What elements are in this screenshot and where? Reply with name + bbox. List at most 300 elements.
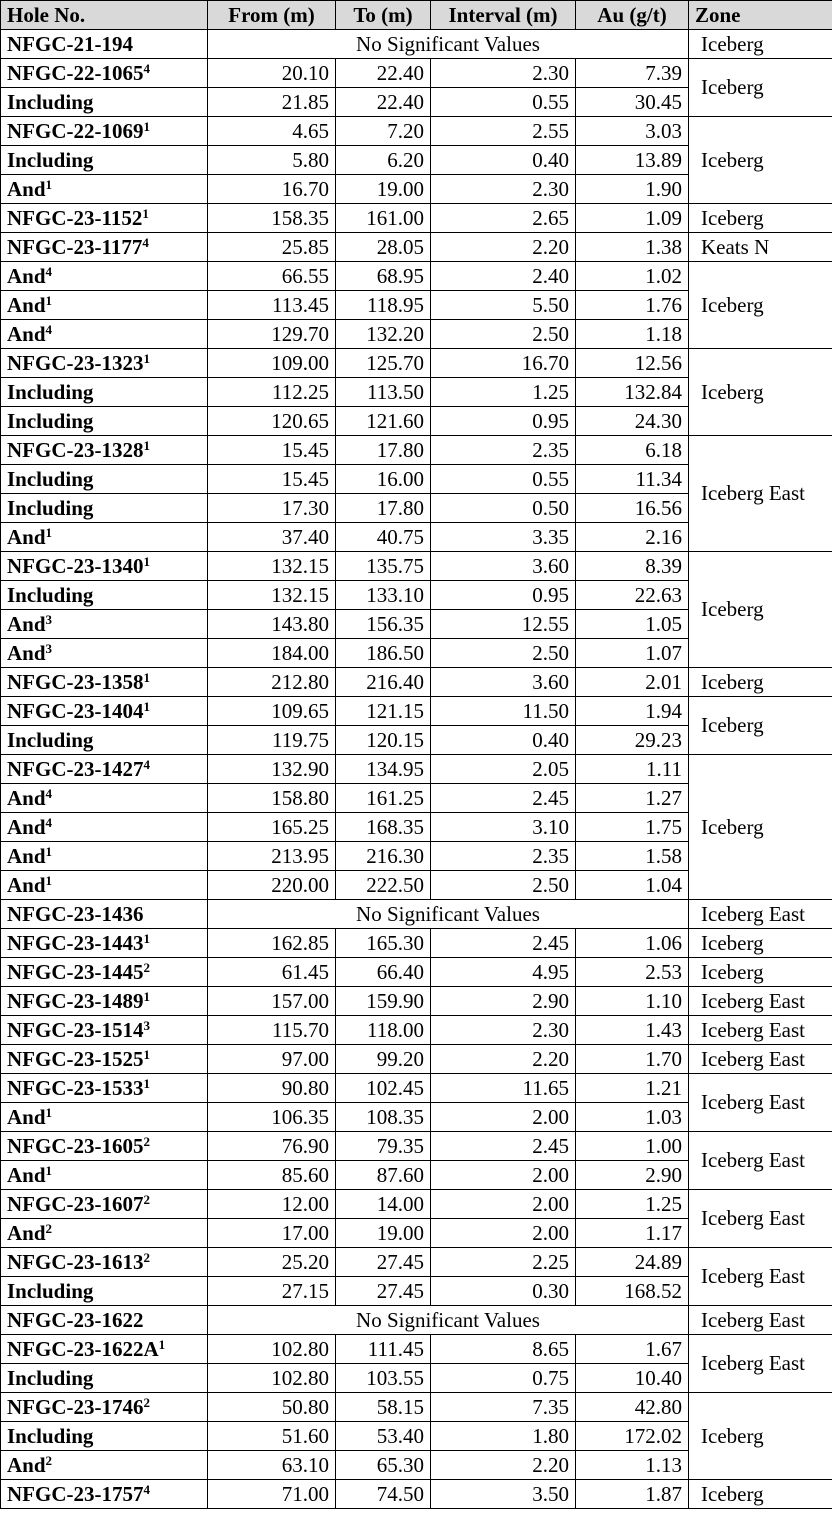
au-cell: 2.16 bbox=[576, 523, 689, 552]
hole-cell bbox=[1, 1364, 208, 1393]
zone-cell: Iceberg bbox=[689, 1480, 832, 1509]
interval-cell: 2.00 bbox=[431, 1190, 576, 1219]
table-row bbox=[1, 697, 832, 726]
interval-cell: 5.50 bbox=[431, 291, 576, 320]
hole-cell bbox=[1, 117, 208, 146]
interval-cell: 2.00 bbox=[431, 1103, 576, 1132]
from-cell: 90.80 bbox=[208, 1074, 336, 1103]
hole-cell bbox=[1, 552, 208, 581]
hole-label: Including bbox=[7, 495, 94, 520]
footnote-marker: 1 bbox=[142, 205, 149, 221]
footnote-marker: 4 bbox=[142, 234, 149, 250]
hole-cell bbox=[1, 465, 208, 494]
to-cell: 53.40 bbox=[336, 1422, 431, 1451]
interval-cell: 0.55 bbox=[431, 88, 576, 117]
to-cell: 27.45 bbox=[336, 1248, 431, 1277]
zone-cell: Iceberg bbox=[689, 552, 832, 668]
hole-cell bbox=[1, 291, 208, 320]
hole-label: NFGC-22-1065 bbox=[7, 60, 144, 85]
from-cell: 15.45 bbox=[208, 436, 336, 465]
from-cell: 97.00 bbox=[208, 1045, 336, 1074]
to-cell: 6.20 bbox=[336, 146, 431, 175]
au-cell: 13.89 bbox=[576, 146, 689, 175]
table-row bbox=[1, 30, 832, 59]
au-cell: 1.87 bbox=[576, 1480, 689, 1509]
interval-cell: 0.50 bbox=[431, 494, 576, 523]
hole-cell bbox=[1, 1335, 208, 1364]
to-cell: 7.20 bbox=[336, 117, 431, 146]
zone-cell: Iceberg bbox=[689, 697, 832, 755]
interval-cell: 2.00 bbox=[431, 1219, 576, 1248]
to-cell: 222.50 bbox=[336, 871, 431, 900]
interval-cell: 3.35 bbox=[431, 523, 576, 552]
interval-cell: 0.40 bbox=[431, 146, 576, 175]
header-zone: Zone bbox=[689, 1, 832, 30]
hole-label: And bbox=[7, 611, 46, 636]
to-cell: 118.95 bbox=[336, 291, 431, 320]
au-cell: 29.23 bbox=[576, 726, 689, 755]
to-cell: 27.45 bbox=[336, 1277, 431, 1306]
table-row bbox=[1, 233, 832, 262]
table-row bbox=[1, 436, 832, 465]
zone-cell: Iceberg East bbox=[689, 987, 832, 1016]
header-to: To (m) bbox=[336, 1, 431, 30]
footnote-marker: 1 bbox=[45, 524, 53, 540]
interval-cell: 0.30 bbox=[431, 1277, 576, 1306]
from-cell: 20.10 bbox=[208, 59, 336, 88]
footnote-marker: 3 bbox=[45, 611, 53, 627]
hole-cell bbox=[1, 30, 208, 59]
header-interval: Interval (m) bbox=[431, 1, 576, 30]
hole-cell bbox=[1, 146, 208, 175]
hole-label: And bbox=[7, 872, 46, 897]
footnote-marker: 1 bbox=[143, 1075, 150, 1091]
au-cell: 1.17 bbox=[576, 1219, 689, 1248]
from-cell: 132.15 bbox=[208, 552, 336, 581]
interval-cell: 2.20 bbox=[431, 233, 576, 262]
footnote-marker: 1 bbox=[45, 1104, 53, 1120]
from-cell: 158.35 bbox=[208, 204, 336, 233]
zone-cell: Iceberg bbox=[689, 349, 832, 436]
interval-cell: 2.25 bbox=[431, 1248, 576, 1277]
from-cell: 25.20 bbox=[208, 1248, 336, 1277]
hole-cell bbox=[1, 958, 208, 987]
hole-cell bbox=[1, 1480, 208, 1509]
header-from: From (m) bbox=[208, 1, 336, 30]
hole-label: Including bbox=[7, 466, 94, 491]
hole-label: NFGC-23-1323 bbox=[7, 350, 144, 375]
from-cell: 21.85 bbox=[208, 88, 336, 117]
hole-cell bbox=[1, 378, 208, 407]
hole-cell bbox=[1, 407, 208, 436]
footnote-marker: 2 bbox=[45, 1452, 53, 1468]
hole-cell bbox=[1, 175, 208, 204]
hole-cell bbox=[1, 581, 208, 610]
to-cell: 161.25 bbox=[336, 784, 431, 813]
to-cell: 108.35 bbox=[336, 1103, 431, 1132]
hole-cell bbox=[1, 523, 208, 552]
hole-cell bbox=[1, 1045, 208, 1074]
hole-label: Including bbox=[7, 379, 94, 404]
to-cell: 99.20 bbox=[336, 1045, 431, 1074]
hole-label: And bbox=[7, 176, 46, 201]
from-cell: 113.45 bbox=[208, 291, 336, 320]
interval-cell: 2.40 bbox=[431, 262, 576, 291]
interval-cell: 2.05 bbox=[431, 755, 576, 784]
interval-cell: 12.55 bbox=[431, 610, 576, 639]
hole-cell bbox=[1, 494, 208, 523]
interval-cell: 8.65 bbox=[431, 1335, 576, 1364]
from-cell: 109.65 bbox=[208, 697, 336, 726]
table-row bbox=[1, 900, 832, 929]
zone-cell: Iceberg East bbox=[689, 1248, 832, 1306]
footnote-marker: 1 bbox=[143, 553, 150, 569]
au-cell: 1.10 bbox=[576, 987, 689, 1016]
hole-label: And bbox=[7, 292, 46, 317]
from-cell: 132.90 bbox=[208, 755, 336, 784]
zone-cell: Keats N bbox=[689, 233, 832, 262]
hole-label: NFGC-23-1152 bbox=[7, 205, 143, 230]
hole-label: NFGC-23-1533 bbox=[7, 1075, 144, 1100]
from-cell: 120.65 bbox=[208, 407, 336, 436]
footnote-marker: 1 bbox=[45, 1162, 53, 1178]
au-cell: 7.39 bbox=[576, 59, 689, 88]
hole-cell bbox=[1, 1161, 208, 1190]
hole-label: Including bbox=[7, 1423, 94, 1448]
interval-cell: 1.80 bbox=[431, 1422, 576, 1451]
to-cell: 68.95 bbox=[336, 262, 431, 291]
interval-cell: 16.70 bbox=[431, 349, 576, 378]
to-cell: 132.20 bbox=[336, 320, 431, 349]
to-cell: 135.75 bbox=[336, 552, 431, 581]
from-cell: 220.00 bbox=[208, 871, 336, 900]
interval-cell: 2.30 bbox=[431, 1016, 576, 1045]
hole-label: And bbox=[7, 785, 46, 810]
table-row bbox=[1, 262, 832, 291]
no-significant-values-cell: No Significant Values bbox=[208, 30, 689, 59]
zone-cell: Iceberg bbox=[689, 668, 832, 697]
interval-cell: 2.35 bbox=[431, 436, 576, 465]
hole-label: NFGC-23-1436 bbox=[7, 901, 144, 926]
interval-cell: 2.20 bbox=[431, 1451, 576, 1480]
from-cell: 25.85 bbox=[208, 233, 336, 262]
interval-cell: 11.50 bbox=[431, 697, 576, 726]
table-row bbox=[1, 668, 832, 697]
from-cell: 15.45 bbox=[208, 465, 336, 494]
from-cell: 165.25 bbox=[208, 813, 336, 842]
hole-label: NFGC-23-1607 bbox=[7, 1191, 144, 1216]
from-cell: 106.35 bbox=[208, 1103, 336, 1132]
footnote-marker: 1 bbox=[143, 669, 150, 685]
from-cell: 184.00 bbox=[208, 639, 336, 668]
au-cell: 11.34 bbox=[576, 465, 689, 494]
interval-cell: 2.35 bbox=[431, 842, 576, 871]
hole-cell bbox=[1, 59, 208, 88]
au-cell: 42.80 bbox=[576, 1393, 689, 1422]
interval-cell: 3.60 bbox=[431, 552, 576, 581]
footnote-marker: 1 bbox=[45, 843, 53, 859]
interval-cell: 2.90 bbox=[431, 987, 576, 1016]
to-cell: 133.10 bbox=[336, 581, 431, 610]
from-cell: 162.85 bbox=[208, 929, 336, 958]
to-cell: 40.75 bbox=[336, 523, 431, 552]
header-row bbox=[1, 1, 832, 30]
hole-cell bbox=[1, 320, 208, 349]
hole-label: And bbox=[7, 1452, 46, 1477]
footnote-marker: 4 bbox=[143, 1481, 150, 1497]
from-cell: 213.95 bbox=[208, 842, 336, 871]
footnote-marker: 1 bbox=[45, 176, 53, 192]
hole-label: And bbox=[7, 524, 46, 549]
zone-cell: Iceberg bbox=[689, 204, 832, 233]
header-au: Au (g/t) bbox=[576, 1, 689, 30]
zone-cell: Iceberg East bbox=[689, 900, 832, 929]
from-cell: 61.45 bbox=[208, 958, 336, 987]
from-cell: 115.70 bbox=[208, 1016, 336, 1045]
au-cell: 1.07 bbox=[576, 639, 689, 668]
au-cell: 1.27 bbox=[576, 784, 689, 813]
to-cell: 125.70 bbox=[336, 349, 431, 378]
interval-cell: 7.35 bbox=[431, 1393, 576, 1422]
au-cell: 1.67 bbox=[576, 1335, 689, 1364]
footnote-marker: 2 bbox=[143, 1249, 150, 1265]
footnote-marker: 1 bbox=[143, 1046, 150, 1062]
zone-cell: Iceberg bbox=[689, 1393, 832, 1480]
zone-cell: Iceberg bbox=[689, 59, 832, 117]
hole-label: And bbox=[7, 814, 46, 839]
header-hole-no: Hole No. bbox=[1, 1, 208, 30]
no-significant-values-cell: No Significant Values bbox=[208, 900, 689, 929]
hole-cell bbox=[1, 204, 208, 233]
to-cell: 120.15 bbox=[336, 726, 431, 755]
hole-label: And bbox=[7, 843, 46, 868]
footnote-marker: 2 bbox=[45, 1220, 53, 1236]
au-cell: 168.52 bbox=[576, 1277, 689, 1306]
hole-cell bbox=[1, 784, 208, 813]
from-cell: 63.10 bbox=[208, 1451, 336, 1480]
interval-cell: 3.60 bbox=[431, 668, 576, 697]
footnote-marker: 4 bbox=[143, 60, 150, 76]
table-row bbox=[1, 958, 832, 987]
interval-cell: 11.65 bbox=[431, 1074, 576, 1103]
to-cell: 19.00 bbox=[336, 175, 431, 204]
hole-cell bbox=[1, 1074, 208, 1103]
au-cell: 1.03 bbox=[576, 1103, 689, 1132]
hole-label: NFGC-23-1622 bbox=[7, 1307, 144, 1332]
au-cell: 1.05 bbox=[576, 610, 689, 639]
footnote-marker: 1 bbox=[143, 437, 150, 453]
to-cell: 118.00 bbox=[336, 1016, 431, 1045]
to-cell: 28.05 bbox=[336, 233, 431, 262]
au-cell: 22.63 bbox=[576, 581, 689, 610]
au-cell: 1.43 bbox=[576, 1016, 689, 1045]
au-cell: 16.56 bbox=[576, 494, 689, 523]
footnote-marker: 4 bbox=[143, 756, 150, 772]
hole-label: NFGC-23-1358 bbox=[7, 669, 144, 694]
hole-label: NFGC-23-1757 bbox=[7, 1481, 144, 1506]
footnote-marker: 4 bbox=[45, 321, 53, 337]
table-row bbox=[1, 117, 832, 146]
au-cell: 2.01 bbox=[576, 668, 689, 697]
interval-cell: 0.55 bbox=[431, 465, 576, 494]
from-cell: 12.00 bbox=[208, 1190, 336, 1219]
footnote-marker: 1 bbox=[45, 872, 53, 888]
to-cell: 121.60 bbox=[336, 407, 431, 436]
interval-cell: 0.95 bbox=[431, 581, 576, 610]
interval-cell: 2.55 bbox=[431, 117, 576, 146]
hole-label: NFGC-23-1328 bbox=[7, 437, 144, 462]
hole-cell bbox=[1, 233, 208, 262]
hole-cell bbox=[1, 262, 208, 291]
hole-cell bbox=[1, 349, 208, 378]
footnote-marker: 4 bbox=[45, 263, 53, 279]
to-cell: 165.30 bbox=[336, 929, 431, 958]
to-cell: 22.40 bbox=[336, 59, 431, 88]
from-cell: 5.80 bbox=[208, 146, 336, 175]
interval-cell: 2.30 bbox=[431, 175, 576, 204]
to-cell: 79.35 bbox=[336, 1132, 431, 1161]
from-cell: 143.80 bbox=[208, 610, 336, 639]
au-cell: 1.09 bbox=[576, 204, 689, 233]
table-row bbox=[1, 929, 832, 958]
hole-label: Including bbox=[7, 582, 94, 607]
hole-cell bbox=[1, 1103, 208, 1132]
table-row bbox=[1, 987, 832, 1016]
hole-label: NFGC-23-1613 bbox=[7, 1249, 144, 1274]
hole-label: NFGC-23-1340 bbox=[7, 553, 144, 578]
to-cell: 14.00 bbox=[336, 1190, 431, 1219]
from-cell: 17.30 bbox=[208, 494, 336, 523]
to-cell: 216.40 bbox=[336, 668, 431, 697]
hole-label: Including bbox=[7, 147, 94, 172]
from-cell: 109.00 bbox=[208, 349, 336, 378]
au-cell: 1.94 bbox=[576, 697, 689, 726]
table-row bbox=[1, 1248, 832, 1277]
hole-label: And bbox=[7, 1162, 46, 1187]
hole-label: And bbox=[7, 1104, 46, 1129]
from-cell: 37.40 bbox=[208, 523, 336, 552]
au-cell: 2.90 bbox=[576, 1161, 689, 1190]
to-cell: 22.40 bbox=[336, 88, 431, 117]
interval-cell: 2.50 bbox=[431, 639, 576, 668]
footnote-marker: 1 bbox=[143, 988, 150, 1004]
hole-cell bbox=[1, 755, 208, 784]
interval-cell: 3.50 bbox=[431, 1480, 576, 1509]
to-cell: 111.45 bbox=[336, 1335, 431, 1364]
hole-cell bbox=[1, 813, 208, 842]
from-cell: 66.55 bbox=[208, 262, 336, 291]
footnote-marker: 2 bbox=[143, 959, 150, 975]
zone-cell: Iceberg bbox=[689, 755, 832, 900]
au-cell: 1.04 bbox=[576, 871, 689, 900]
table-row bbox=[1, 1393, 832, 1422]
from-cell: 17.00 bbox=[208, 1219, 336, 1248]
zone-cell: Iceberg East bbox=[689, 1190, 832, 1248]
au-cell: 172.02 bbox=[576, 1422, 689, 1451]
from-cell: 212.80 bbox=[208, 668, 336, 697]
zone-cell: Iceberg East bbox=[689, 1045, 832, 1074]
hole-cell bbox=[1, 1451, 208, 1480]
interval-cell: 2.45 bbox=[431, 784, 576, 813]
from-cell: 16.70 bbox=[208, 175, 336, 204]
hole-label: NFGC-23-1443 bbox=[7, 930, 144, 955]
hole-label: NFGC-23-1525 bbox=[7, 1046, 144, 1071]
hole-cell bbox=[1, 987, 208, 1016]
interval-cell: 2.50 bbox=[431, 871, 576, 900]
from-cell: 129.70 bbox=[208, 320, 336, 349]
zone-cell: Iceberg bbox=[689, 262, 832, 349]
hole-cell bbox=[1, 900, 208, 929]
interval-cell: 2.50 bbox=[431, 320, 576, 349]
footnote-marker: 2 bbox=[143, 1133, 150, 1149]
au-cell: 3.03 bbox=[576, 117, 689, 146]
table-row bbox=[1, 1045, 832, 1074]
no-significant-values-cell: No Significant Values bbox=[208, 1306, 689, 1335]
hole-label: Including bbox=[7, 408, 94, 433]
from-cell: 71.00 bbox=[208, 1480, 336, 1509]
zone-cell: Iceberg East bbox=[689, 1132, 832, 1190]
hole-label: Including bbox=[7, 1278, 94, 1303]
from-cell: 27.15 bbox=[208, 1277, 336, 1306]
to-cell: 168.35 bbox=[336, 813, 431, 842]
zone-cell: Iceberg East bbox=[689, 1016, 832, 1045]
hole-label: NFGC-23-1404 bbox=[7, 698, 144, 723]
to-cell: 121.15 bbox=[336, 697, 431, 726]
interval-cell: 0.95 bbox=[431, 407, 576, 436]
zone-cell: Iceberg bbox=[689, 958, 832, 987]
to-cell: 17.80 bbox=[336, 436, 431, 465]
au-cell: 12.56 bbox=[576, 349, 689, 378]
hole-cell bbox=[1, 842, 208, 871]
table-row bbox=[1, 1016, 832, 1045]
hole-label: NFGC-21-194 bbox=[7, 31, 133, 56]
to-cell: 102.45 bbox=[336, 1074, 431, 1103]
hole-cell bbox=[1, 1306, 208, 1335]
hole-label: NFGC-23-1489 bbox=[7, 988, 144, 1013]
au-cell: 1.18 bbox=[576, 320, 689, 349]
hole-cell bbox=[1, 639, 208, 668]
to-cell: 16.00 bbox=[336, 465, 431, 494]
to-cell: 66.40 bbox=[336, 958, 431, 987]
au-cell: 6.18 bbox=[576, 436, 689, 465]
to-cell: 58.15 bbox=[336, 1393, 431, 1422]
interval-cell: 0.40 bbox=[431, 726, 576, 755]
hole-cell bbox=[1, 668, 208, 697]
interval-cell: 3.10 bbox=[431, 813, 576, 842]
footnote-marker: 3 bbox=[143, 1017, 150, 1033]
hole-label: Including bbox=[7, 89, 94, 114]
interval-cell: 2.00 bbox=[431, 1161, 576, 1190]
hole-label: And bbox=[7, 640, 46, 665]
hole-label: And bbox=[7, 263, 46, 288]
hole-label: NFGC-23-1445 bbox=[7, 959, 144, 984]
au-cell: 8.39 bbox=[576, 552, 689, 581]
to-cell: 103.55 bbox=[336, 1364, 431, 1393]
table-row bbox=[1, 755, 832, 784]
au-cell: 1.70 bbox=[576, 1045, 689, 1074]
hole-cell bbox=[1, 1277, 208, 1306]
hole-cell bbox=[1, 1132, 208, 1161]
au-cell: 1.00 bbox=[576, 1132, 689, 1161]
footnote-marker: 1 bbox=[143, 930, 150, 946]
interval-cell: 2.65 bbox=[431, 204, 576, 233]
from-cell: 158.80 bbox=[208, 784, 336, 813]
table-row bbox=[1, 1306, 832, 1335]
hole-cell bbox=[1, 436, 208, 465]
zone-cell: Iceberg East bbox=[689, 1306, 832, 1335]
au-cell: 1.75 bbox=[576, 813, 689, 842]
au-cell: 1.06 bbox=[576, 929, 689, 958]
